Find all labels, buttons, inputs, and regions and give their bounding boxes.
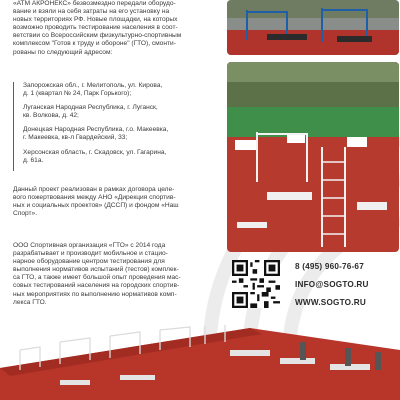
address-item: Запорожская обл., г. Мелитополь, ул. Кирова, д. 1 (квартал № 24, Парк Горького); — [23, 82, 163, 98]
photo-equipment-site-render — [0, 320, 400, 400]
address-item: Херсонская область, г. Скадовск, ул. Гагарина, д. 61а. — [23, 148, 167, 164]
address-item: Донецкая Народная Республика, г.о. Макеевка, г. Макеевка, кв-л Гвардейский, 33; — [23, 126, 169, 142]
website-link[interactable]: WWW.SOGTO.RU — [295, 298, 366, 307]
address-item: Луганская Народная Республика, г. Луганск, кв. Волкова, д. 42; — [23, 104, 158, 120]
project-paragraph: Данный проект реализован в рамках договора целе- вого пожертвования между АНО «Дирекция спортив- ных и социальных проектов» (ДССП) и фондом «Наш Спорт». — [13, 186, 179, 218]
email-address[interactable]: INFO@SOGTO.RU — [295, 280, 369, 289]
phone-number[interactable]: 8 (495) 960-76-67 — [295, 262, 364, 271]
company-paragraph: ООО Спортивная организация «ГТО» с 2014 года разрабатывает и производит мобильное и стацио- нарное оборудование центром тестирования для выполнения нормативов испытаний (тестов) комплек- са ГТО, а также имеет большой опыт проведения мас- совых тестирований населения на городских спортив- ных мероприятиях по выполнению нормативов комп- лекса ГТО. — [13, 242, 181, 306]
photo-workout-area — [227, 62, 399, 252]
address-list — [13, 82, 218, 171]
photo-sports-ground-top — [227, 0, 399, 55]
intro-paragraph: «АТМ АКРОНЕКС» безвозмездно передали оборудо- вание и взяли на себя затраты на его установку на новых территориях РФ. Новые площадки, на которых возможно проводить тестирование населения в соот- ветствии со Всероссийским физкультурно-спортивным комплексом "Готов к труду и обороне" (ГТО), смонти- рованы по следующий адресом: — [13, 0, 182, 56]
qr-code-icon — [232, 260, 280, 308]
